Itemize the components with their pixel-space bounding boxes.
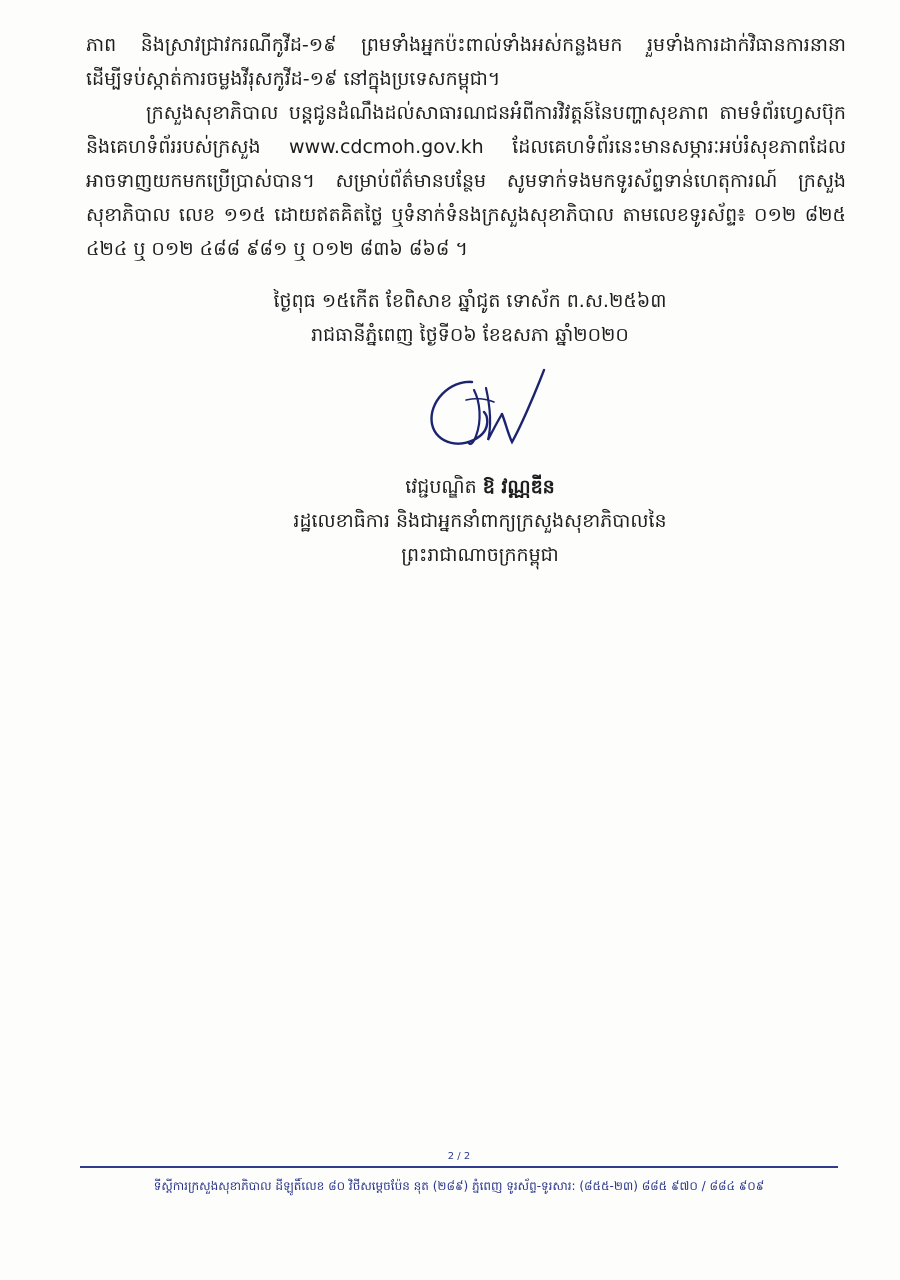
footer-divider [80,1166,838,1168]
document-body [86,28,846,266]
paragraph-continuation: ភាព និងស្រាវជ្រាវករណីកូវីដ-១៩ ព្រមទាំងអ្នកប៉ះពាល់ទាំងអស់កន្លងមក រួមទាំងការដាក់វិធានការនានា ដើម្បីទប់ស្កាត់ការចម្លងវីរុសកូវីដ-១៩ នៅក្នុងប្រទេសកម្ពុជា។ [86,34,846,90]
page-footer [80,1150,838,1196]
signer-name: ឱ វណ្ណឌីន [482,476,555,498]
signer-honorific: វេជ្ជបណ្ឌិត [405,476,477,498]
signer-block [240,470,720,572]
signer-title-name [405,476,555,498]
date-block [230,284,710,352]
lunar-date: ថ្ងៃពុធ ១៥កើត ខែពិសាខ ឆ្នាំជូត ទោស័ក ព.ស.២៥៦៣ [273,290,667,312]
signature-icon [410,362,560,462]
page-number: 2 / 2 [447,1151,471,1162]
footer-address: ទីស្តីការក្រសួងសុខាភិបាល ដីឡូតិ៍លេខ ៨០ វិថីសម្តេចប៉ែន នុត (២៨៩) ភ្នំពេញ ទូរស័ព្ទ-ទូរសារ: (៨៥៥-២៣) ៨៨៥ ៩៧០ / ៨៨៤ ៩០៩ [153,1179,765,1193]
signer-role: រដ្ឋលេខាធិការ និងជាអ្នកនាំពាក្យក្រសួងសុខាភិបាលនៃព្រះរាជាណាចក្រកម្ពុជា [293,510,667,566]
paragraph-contact-info: ក្រសួងសុខាភិបាល បន្តជូនដំណឹងដល់សាធារណជនអំពីការវិវត្តន៍នៃបញ្ហាសុខភាព តាមទំព័រហ្វេសប៊ុក និងគេហទំព័ររបស់ក្រសួង www.cdcmoh.gov.kh ដែលគេហទំព័រនេះមានសម្ភារៈអប់រំសុខភាពដែលអាចទាញយកមកប្រើប្រាស់បាន។ សម្រាប់ព័ត៌មានបន្ថែម សូមទាក់ទងមកទូរស័ព្ទទាន់ហេតុការណ៍ ក្រសួងសុខាភិបាល លេខ ១១៥ ដោយឥតគិតថ្លៃ ឬទំនាក់ទំនងក្រសួងសុខាភិបាល តាមលេខទូរស័ព្ទ៖ ០១២ ៨២៥ ៤២៤ ឬ ០១២ ៤៨៨ ៩៨១ ឬ ០១២ ៨៣៦ ៨៦៨ ។ [86,102,846,260]
solar-date: រាជធានីភ្នំពេញ ថ្ងៃទី០៦ ខែឧសភា ឆ្នាំ២០២០ [311,324,629,346]
